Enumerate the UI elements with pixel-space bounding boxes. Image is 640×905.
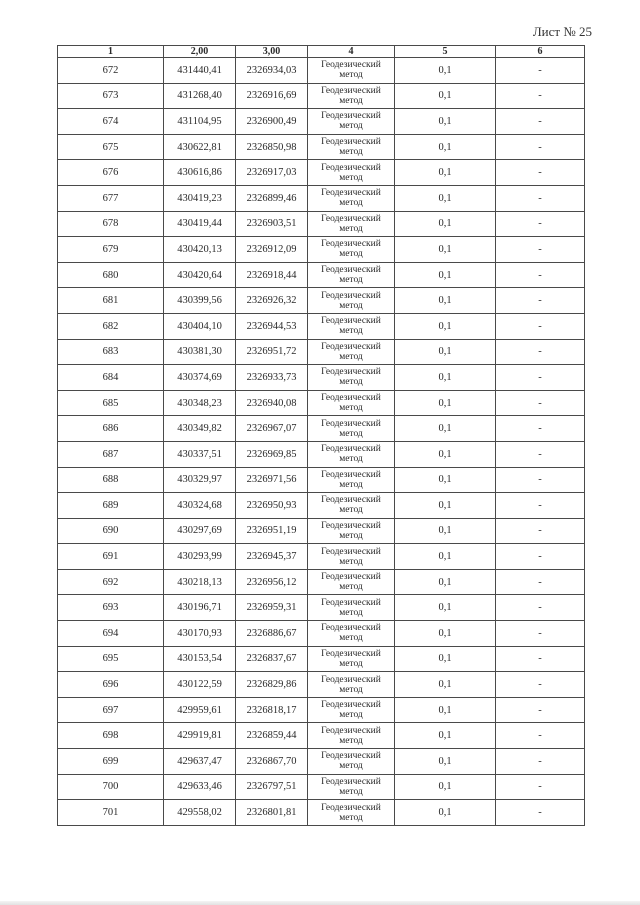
x-coordinate-cell: 430399,56 <box>164 288 236 314</box>
accuracy-cell: 0,1 <box>395 569 496 595</box>
point-number-cell: 687 <box>58 441 164 467</box>
point-number-cell: 684 <box>58 365 164 391</box>
method-line-1: Геодезический <box>321 469 381 480</box>
table-row <box>58 416 585 442</box>
table-row <box>58 339 585 365</box>
x-coordinate-cell: 430420,13 <box>164 237 236 263</box>
accuracy-cell: 0,1 <box>395 339 496 365</box>
note-cell: - <box>496 58 585 84</box>
method-cell <box>308 185 395 211</box>
x-coordinate-cell: 430122,59 <box>164 672 236 698</box>
method-cell <box>308 416 395 442</box>
method-cell <box>308 595 395 621</box>
accuracy-cell: 0,1 <box>395 288 496 314</box>
method-line-1: Геодезический <box>321 418 381 429</box>
header-cell: 5 <box>395 46 496 58</box>
method-line-1: Геодезический <box>321 751 381 762</box>
x-coordinate-cell: 430381,30 <box>164 339 236 365</box>
method-line-1: Геодезический <box>321 623 381 634</box>
x-coordinate-cell: 430404,10 <box>164 313 236 339</box>
method-cell <box>308 83 395 109</box>
note-cell: - <box>496 493 585 519</box>
y-coordinate-cell: 2326918,44 <box>236 262 308 288</box>
point-number-cell: 673 <box>58 83 164 109</box>
method-line-1: Геодезический <box>321 802 381 813</box>
method-cell <box>308 339 395 365</box>
table-row <box>58 160 585 186</box>
point-number-cell: 683 <box>58 339 164 365</box>
note-cell: - <box>496 160 585 186</box>
note-cell: - <box>496 672 585 698</box>
note-cell: - <box>496 467 585 493</box>
x-coordinate-cell: 430196,71 <box>164 595 236 621</box>
method-line-1: Геодезический <box>321 520 381 531</box>
y-coordinate-cell: 2326945,37 <box>236 544 308 570</box>
accuracy-cell: 0,1 <box>395 723 496 749</box>
method-cell <box>308 237 395 263</box>
x-coordinate-cell: 430297,69 <box>164 518 236 544</box>
accuracy-cell: 0,1 <box>395 646 496 672</box>
table-row <box>58 390 585 416</box>
accuracy-cell: 0,1 <box>395 518 496 544</box>
note-cell: - <box>496 621 585 647</box>
table-row <box>58 441 585 467</box>
method-line-1: Геодезический <box>321 162 381 173</box>
x-coordinate-cell: 430337,51 <box>164 441 236 467</box>
table-row <box>58 237 585 263</box>
accuracy-cell: 0,1 <box>395 441 496 467</box>
table-row <box>58 646 585 672</box>
method-line-1: Геодезический <box>321 239 381 250</box>
note-cell: - <box>496 313 585 339</box>
method-cell <box>308 749 395 775</box>
table-row <box>58 211 585 237</box>
note-cell: - <box>496 262 585 288</box>
y-coordinate-cell: 2326912,09 <box>236 237 308 263</box>
method-cell <box>308 313 395 339</box>
method-cell <box>308 569 395 595</box>
y-coordinate-cell: 2326829,86 <box>236 672 308 698</box>
table-row <box>58 697 585 723</box>
note-cell: - <box>496 800 585 826</box>
y-coordinate-cell: 2326951,72 <box>236 339 308 365</box>
note-cell: - <box>496 595 585 621</box>
method-line-1: Геодезический <box>321 265 381 276</box>
note-cell: - <box>496 723 585 749</box>
point-number-cell: 688 <box>58 467 164 493</box>
point-number-cell: 686 <box>58 416 164 442</box>
y-coordinate-cell: 2326899,46 <box>236 185 308 211</box>
point-number-cell: 693 <box>58 595 164 621</box>
note-cell: - <box>496 416 585 442</box>
note-cell: - <box>496 569 585 595</box>
note-cell: - <box>496 339 585 365</box>
point-number-cell: 691 <box>58 544 164 570</box>
table-row <box>58 365 585 391</box>
note-cell: - <box>496 697 585 723</box>
method-line-1: Геодезический <box>321 111 381 122</box>
method-line-2: метод <box>339 684 363 695</box>
note-cell: - <box>496 390 585 416</box>
point-number-cell: 685 <box>58 390 164 416</box>
point-number-cell: 695 <box>58 646 164 672</box>
accuracy-cell: 0,1 <box>395 134 496 160</box>
x-coordinate-cell: 430324,68 <box>164 493 236 519</box>
method-line-2: метод <box>339 249 363 260</box>
note-cell: - <box>496 646 585 672</box>
method-line-2: метод <box>339 582 363 593</box>
method-cell <box>308 58 395 84</box>
table-row <box>58 672 585 698</box>
method-cell <box>308 109 395 135</box>
note-cell: - <box>496 365 585 391</box>
accuracy-cell: 0,1 <box>395 595 496 621</box>
point-number-cell: 679 <box>58 237 164 263</box>
method-cell <box>308 723 395 749</box>
y-coordinate-cell: 2326818,17 <box>236 697 308 723</box>
method-cell <box>308 544 395 570</box>
x-coordinate-cell: 430348,23 <box>164 390 236 416</box>
method-cell <box>308 160 395 186</box>
method-cell <box>308 365 395 391</box>
accuracy-cell: 0,1 <box>395 185 496 211</box>
y-coordinate-cell: 2326886,67 <box>236 621 308 647</box>
accuracy-cell: 0,1 <box>395 262 496 288</box>
method-line-2: метод <box>339 428 363 439</box>
method-line-2: метод <box>339 710 363 721</box>
accuracy-cell: 0,1 <box>395 211 496 237</box>
sheet-number: Лист № 25 <box>532 24 592 39</box>
table-row <box>58 621 585 647</box>
method-line-1: Геодезический <box>321 188 381 199</box>
x-coordinate-cell: 430374,69 <box>164 365 236 391</box>
accuracy-cell: 0,1 <box>395 697 496 723</box>
note-cell: - <box>496 774 585 800</box>
method-line-2: метод <box>339 735 363 746</box>
point-number-cell: 680 <box>58 262 164 288</box>
table-row <box>58 313 585 339</box>
header-cell: 6 <box>496 46 585 58</box>
y-coordinate-cell: 2326971,56 <box>236 467 308 493</box>
method-cell <box>308 621 395 647</box>
x-coordinate-cell: 429558,02 <box>164 800 236 826</box>
method-line-1: Геодезический <box>321 700 381 711</box>
y-coordinate-cell: 2326959,31 <box>236 595 308 621</box>
y-coordinate-cell: 2326900,49 <box>236 109 308 135</box>
note-cell: - <box>496 288 585 314</box>
method-line-2: метод <box>339 556 363 567</box>
method-line-2: метод <box>339 147 363 158</box>
note-cell: - <box>496 109 585 135</box>
method-cell <box>308 211 395 237</box>
method-line-2: метод <box>339 812 363 823</box>
method-line-1: Геодезический <box>321 597 381 608</box>
y-coordinate-cell: 2326797,51 <box>236 774 308 800</box>
accuracy-cell: 0,1 <box>395 416 496 442</box>
accuracy-cell: 0,1 <box>395 237 496 263</box>
point-number-cell: 689 <box>58 493 164 519</box>
method-cell <box>308 262 395 288</box>
table-row <box>58 493 585 519</box>
header-cell: 2,00 <box>164 46 236 58</box>
x-coordinate-cell: 430420,64 <box>164 262 236 288</box>
point-number-cell: 677 <box>58 185 164 211</box>
y-coordinate-cell: 2326859,44 <box>236 723 308 749</box>
header-cell: 4 <box>308 46 395 58</box>
method-cell <box>308 467 395 493</box>
accuracy-cell: 0,1 <box>395 544 496 570</box>
y-coordinate-cell: 2326801,81 <box>236 800 308 826</box>
method-cell <box>308 134 395 160</box>
method-cell <box>308 697 395 723</box>
table-row <box>58 83 585 109</box>
method-line-2: метод <box>339 761 363 772</box>
x-coordinate-cell: 430293,99 <box>164 544 236 570</box>
method-line-1: Геодезический <box>321 546 381 557</box>
method-line-2: метод <box>339 326 363 337</box>
table-row <box>58 518 585 544</box>
point-number-cell: 682 <box>58 313 164 339</box>
x-coordinate-cell: 430329,97 <box>164 467 236 493</box>
method-cell <box>308 646 395 672</box>
method-cell <box>308 672 395 698</box>
table-row <box>58 134 585 160</box>
table-row <box>58 749 585 775</box>
y-coordinate-cell: 2326951,19 <box>236 518 308 544</box>
accuracy-cell: 0,1 <box>395 493 496 519</box>
accuracy-cell: 0,1 <box>395 313 496 339</box>
method-line-2: метод <box>339 223 363 234</box>
point-number-cell: 672 <box>58 58 164 84</box>
point-number-cell: 692 <box>58 569 164 595</box>
x-coordinate-cell: 429637,47 <box>164 749 236 775</box>
method-cell <box>308 493 395 519</box>
table-row <box>58 800 585 826</box>
y-coordinate-cell: 2326867,70 <box>236 749 308 775</box>
x-coordinate-cell: 430349,82 <box>164 416 236 442</box>
note-cell: - <box>496 83 585 109</box>
method-line-2: метод <box>339 530 363 541</box>
table-row <box>58 569 585 595</box>
table-row <box>58 262 585 288</box>
x-coordinate-cell: 431104,95 <box>164 109 236 135</box>
x-coordinate-cell: 429959,61 <box>164 697 236 723</box>
x-coordinate-cell: 429919,81 <box>164 723 236 749</box>
accuracy-cell: 0,1 <box>395 83 496 109</box>
method-cell <box>308 441 395 467</box>
method-line-1: Геодезический <box>321 316 381 327</box>
accuracy-cell: 0,1 <box>395 467 496 493</box>
note-cell: - <box>496 237 585 263</box>
table-row <box>58 467 585 493</box>
y-coordinate-cell: 2326917,03 <box>236 160 308 186</box>
point-number-cell: 675 <box>58 134 164 160</box>
y-coordinate-cell: 2326850,98 <box>236 134 308 160</box>
note-cell: - <box>496 211 585 237</box>
accuracy-cell: 0,1 <box>395 621 496 647</box>
header-row <box>58 46 585 58</box>
accuracy-cell: 0,1 <box>395 390 496 416</box>
accuracy-cell: 0,1 <box>395 774 496 800</box>
header-cell: 3,00 <box>236 46 308 58</box>
method-line-1: Геодезический <box>321 393 381 404</box>
table-row <box>58 723 585 749</box>
x-coordinate-cell: 431268,40 <box>164 83 236 109</box>
accuracy-cell: 0,1 <box>395 109 496 135</box>
table-row <box>58 288 585 314</box>
method-line-1: Геодезический <box>321 213 381 224</box>
note-cell: - <box>496 134 585 160</box>
method-cell <box>308 800 395 826</box>
y-coordinate-cell: 2326969,85 <box>236 441 308 467</box>
x-coordinate-cell: 430622,81 <box>164 134 236 160</box>
method-line-1: Геодезический <box>321 290 381 301</box>
table-row <box>58 595 585 621</box>
method-line-1: Геодезический <box>321 674 381 685</box>
header-cell: 1 <box>58 46 164 58</box>
y-coordinate-cell: 2326940,08 <box>236 390 308 416</box>
method-line-2: метод <box>339 454 363 465</box>
point-number-cell: 696 <box>58 672 164 698</box>
method-line-2: метод <box>339 198 363 209</box>
method-line-1: Геодезический <box>321 572 381 583</box>
method-line-2: метод <box>339 351 363 362</box>
point-number-cell: 678 <box>58 211 164 237</box>
table-row <box>58 109 585 135</box>
x-coordinate-cell: 430218,13 <box>164 569 236 595</box>
note-cell: - <box>496 185 585 211</box>
table-row <box>58 774 585 800</box>
method-line-2: метод <box>339 786 363 797</box>
method-line-1: Геодезический <box>321 85 381 96</box>
x-coordinate-cell: 430616,86 <box>164 160 236 186</box>
point-number-cell: 697 <box>58 697 164 723</box>
y-coordinate-cell: 2326837,67 <box>236 646 308 672</box>
method-line-1: Геодезический <box>321 60 381 71</box>
point-number-cell: 681 <box>58 288 164 314</box>
point-number-cell: 674 <box>58 109 164 135</box>
method-line-1: Геодезический <box>321 444 381 455</box>
method-line-1: Геодезический <box>321 648 381 659</box>
accuracy-cell: 0,1 <box>395 672 496 698</box>
point-number-cell: 701 <box>58 800 164 826</box>
point-number-cell: 676 <box>58 160 164 186</box>
point-number-cell: 699 <box>58 749 164 775</box>
method-line-2: метод <box>339 377 363 388</box>
y-coordinate-cell: 2326934,03 <box>236 58 308 84</box>
y-coordinate-cell: 2326926,32 <box>236 288 308 314</box>
method-cell <box>308 288 395 314</box>
method-line-1: Геодезический <box>321 725 381 736</box>
page-edge <box>0 901 640 905</box>
method-line-1: Геодезический <box>321 495 381 506</box>
point-number-cell: 698 <box>58 723 164 749</box>
method-line-1: Геодезический <box>321 341 381 352</box>
accuracy-cell: 0,1 <box>395 365 496 391</box>
table-row <box>58 544 585 570</box>
accuracy-cell: 0,1 <box>395 58 496 84</box>
method-line-1: Геодезический <box>321 367 381 378</box>
method-cell <box>308 390 395 416</box>
point-number-cell: 694 <box>58 621 164 647</box>
method-line-2: метод <box>339 633 363 644</box>
method-cell <box>308 774 395 800</box>
x-coordinate-cell: 430419,23 <box>164 185 236 211</box>
y-coordinate-cell: 2326903,51 <box>236 211 308 237</box>
method-line-2: метод <box>339 121 363 132</box>
y-coordinate-cell: 2326967,07 <box>236 416 308 442</box>
note-cell: - <box>496 544 585 570</box>
x-coordinate-cell: 430153,54 <box>164 646 236 672</box>
x-coordinate-cell: 429633,46 <box>164 774 236 800</box>
accuracy-cell: 0,1 <box>395 800 496 826</box>
accuracy-cell: 0,1 <box>395 749 496 775</box>
note-cell: - <box>496 441 585 467</box>
x-coordinate-cell: 430419,44 <box>164 211 236 237</box>
method-line-2: метод <box>339 505 363 516</box>
method-line-1: Геодезический <box>321 137 381 148</box>
method-line-2: метод <box>339 172 363 183</box>
method-line-1: Геодезический <box>321 776 381 787</box>
method-cell <box>308 518 395 544</box>
method-line-2: метод <box>339 275 363 286</box>
method-line-2: метод <box>339 403 363 414</box>
note-cell: - <box>496 749 585 775</box>
note-cell: - <box>496 518 585 544</box>
method-line-2: метод <box>339 607 363 618</box>
table-row <box>58 58 585 84</box>
y-coordinate-cell: 2326950,93 <box>236 493 308 519</box>
x-coordinate-cell: 430170,93 <box>164 621 236 647</box>
point-number-cell: 700 <box>58 774 164 800</box>
method-line-2: метод <box>339 70 363 81</box>
table-row <box>58 185 585 211</box>
method-line-2: метод <box>339 300 363 311</box>
coordinates-table <box>57 45 585 826</box>
y-coordinate-cell: 2326956,12 <box>236 569 308 595</box>
method-line-2: метод <box>339 479 363 490</box>
y-coordinate-cell: 2326944,53 <box>236 313 308 339</box>
y-coordinate-cell: 2326933,73 <box>236 365 308 391</box>
method-line-2: метод <box>339 658 363 669</box>
accuracy-cell: 0,1 <box>395 160 496 186</box>
point-number-cell: 690 <box>58 518 164 544</box>
x-coordinate-cell: 431440,41 <box>164 58 236 84</box>
method-line-2: метод <box>339 95 363 106</box>
y-coordinate-cell: 2326916,69 <box>236 83 308 109</box>
